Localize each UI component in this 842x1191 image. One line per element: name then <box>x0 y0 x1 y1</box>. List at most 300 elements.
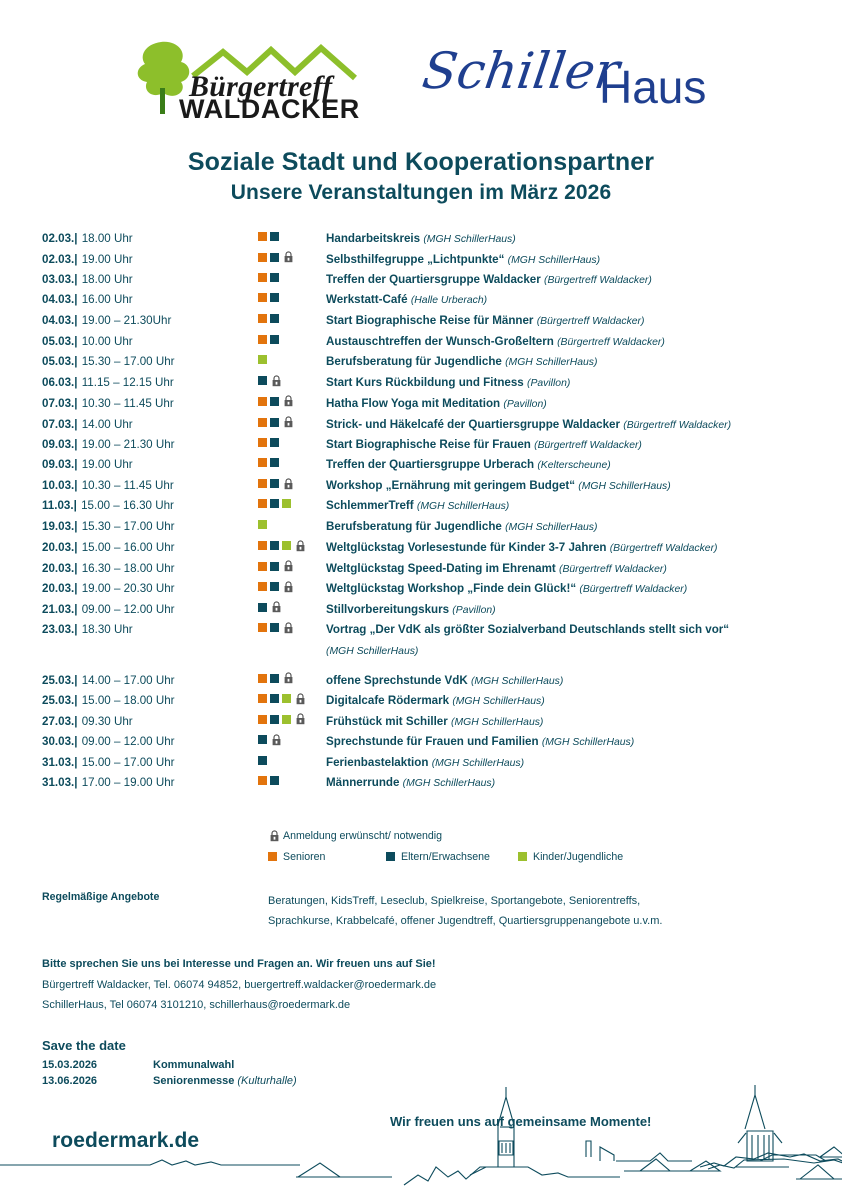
event-time: 19.00 – 21.30 Uhr <box>81 437 175 451</box>
event-date: 04.03. <box>42 293 75 307</box>
event-time: 18.00 Uhr <box>81 272 133 286</box>
page-title: Soziale Stadt und Kooperationspartner <box>187 148 655 176</box>
marker-kinder-jugendliche <box>258 520 267 529</box>
event-venue: (Pavillon) <box>452 604 496 616</box>
event-audience-markers <box>258 293 326 302</box>
marker-eltern-erwachsene <box>270 715 279 724</box>
event-date-separator: | <box>74 694 78 708</box>
save-the-date-row <box>42 1058 842 1074</box>
event-title-venue <box>326 541 812 554</box>
event-datetime <box>42 253 258 266</box>
lock-icon <box>295 540 306 552</box>
legend-lock-label: Anmeldung erwünscht/ notwendig <box>283 829 443 842</box>
marker-eltern-erwachsene <box>270 623 279 632</box>
marker-eltern-erwachsene <box>270 541 279 550</box>
event-date-separator: | <box>74 735 78 749</box>
event-date: 31.03. <box>42 776 75 790</box>
marker-senioren <box>258 694 267 703</box>
event-time: 14.00 – 17.00 Uhr <box>81 673 175 687</box>
marker-senioren <box>258 562 267 571</box>
event-venue: (Bürgertreff Waldacker) <box>623 419 732 431</box>
save-the-date-name: Kommunalwahl <box>153 1059 235 1072</box>
event-date-separator: | <box>74 355 78 369</box>
event-date-separator: | <box>74 755 78 769</box>
event-audience-markers <box>258 232 326 241</box>
event-venue: (MGH SchillerHaus) <box>416 501 510 513</box>
event-venue: (Pavillon) <box>503 398 547 410</box>
event-title: Sprechstunde für Frauen und Familien <box>326 735 539 749</box>
event-row <box>42 252 812 273</box>
event-date-separator: | <box>74 396 78 410</box>
event-time: 19.00 Uhr <box>81 252 133 266</box>
legend-swatch <box>386 852 395 861</box>
legend <box>0 830 842 863</box>
save-the-date-title: Save the date <box>42 1038 126 1054</box>
event-datetime <box>42 273 258 286</box>
legend-lock-note <box>268 830 842 842</box>
marker-kinder-jugendliche <box>282 694 291 703</box>
event-date: 19.03. <box>42 520 75 533</box>
event-title: Selbsthilfegruppe „Lichtpunkte“ <box>326 252 505 266</box>
marker-eltern-erwachsene <box>270 438 279 447</box>
event-title-venue <box>326 776 812 789</box>
event-datetime <box>42 335 258 348</box>
event-datetime <box>42 776 258 789</box>
event-date: 03.03. <box>42 272 75 286</box>
event-datetime <box>42 293 258 306</box>
marker-kinder-jugendliche <box>282 541 291 550</box>
marker-eltern-erwachsene <box>270 458 279 467</box>
event-title: Weltglückstag Workshop „Finde dein Glück!“ <box>326 582 577 596</box>
event-title: Treffen der Quartiersgruppe Waldacker <box>326 272 541 286</box>
marker-eltern-erwachsene <box>270 499 279 508</box>
event-row <box>42 273 812 294</box>
event-time: 15.00 – 16.00 Uhr <box>81 541 175 555</box>
marker-senioren <box>258 715 267 724</box>
event-row <box>42 232 812 253</box>
legend-swatch <box>518 852 527 861</box>
marker-kinder-jugendliche <box>282 499 291 508</box>
event-date-separator: | <box>74 272 78 286</box>
marker-eltern-erwachsene <box>258 735 267 744</box>
event-venue: (Bürgertreff Waldacker) <box>544 274 652 286</box>
event-datetime <box>42 355 258 368</box>
event-date-separator: | <box>74 376 78 390</box>
event-title-venue <box>326 397 812 410</box>
event-venue: (Pavillon) <box>527 378 571 390</box>
event-datetime <box>42 458 258 471</box>
event-date-separator: | <box>74 673 78 687</box>
marker-eltern-erwachsene <box>270 335 279 344</box>
event-title: Stillvorbereitungskurs <box>326 602 450 616</box>
event-row <box>42 396 812 417</box>
legend-keys <box>268 851 842 863</box>
event-title-venue <box>326 253 812 266</box>
marker-senioren <box>258 479 267 488</box>
event-title-venue <box>326 756 812 769</box>
lock-icon <box>283 251 294 263</box>
marker-senioren <box>258 776 267 785</box>
marker-senioren <box>258 674 267 683</box>
legend-label: Eltern/Erwachsene <box>401 850 490 863</box>
event-datetime <box>42 541 258 554</box>
event-venue: (Bürgertreff Waldacker) <box>536 316 645 328</box>
event-title-venue <box>326 562 812 575</box>
event-date-separator: | <box>74 776 78 790</box>
page-subtitle: Unsere Veranstaltungen im März 2026 <box>230 180 612 204</box>
event-date-separator: | <box>74 623 78 637</box>
legend-key <box>386 851 518 863</box>
event-title-venue <box>326 314 812 327</box>
footer <box>0 1081 842 1191</box>
event-date-separator: | <box>73 499 77 513</box>
event-title-venue <box>326 479 812 492</box>
event-time: 14.00 Uhr <box>81 417 133 431</box>
lock-icon <box>283 478 294 490</box>
lock-icon <box>283 416 294 428</box>
event-date: 05.03. <box>42 355 75 369</box>
event-title-venue <box>326 438 812 451</box>
event-datetime <box>42 314 258 327</box>
legend-label: Kinder/Jugendliche <box>533 850 624 863</box>
event-date-separator: | <box>74 231 78 245</box>
lock-icon <box>283 560 294 572</box>
event-row <box>42 756 812 777</box>
event-audience-markers <box>258 273 326 282</box>
event-venue: (Bürgertreff Waldacker) <box>579 584 688 596</box>
save-the-date-venue: (Kulturhalle) <box>237 1075 297 1088</box>
event-datetime <box>42 715 258 728</box>
event-venue: (MGH SchillerHaus) <box>505 522 598 533</box>
event-time: 09.00 – 12.00 Uhr <box>81 735 175 749</box>
event-title: Workshop „Ernährung mit geringem Budget“ <box>326 479 576 493</box>
event-title-venue <box>326 458 812 471</box>
event-row <box>42 602 812 623</box>
marker-senioren <box>258 314 267 323</box>
lock-icon <box>283 581 294 593</box>
marker-eltern-erwachsene <box>270 479 279 488</box>
event-date: 09.03. <box>42 458 75 472</box>
marker-eltern-erwachsene <box>258 376 267 385</box>
header-logos <box>0 0 842 124</box>
event-title-venue <box>326 232 812 245</box>
event-datetime <box>42 520 258 533</box>
marker-eltern-erwachsene <box>270 694 279 703</box>
event-title: Werkstatt-Café <box>326 293 408 307</box>
marker-eltern-erwachsene <box>270 273 279 282</box>
lock-icon <box>295 693 306 705</box>
lock-icon <box>271 375 282 387</box>
event-title-venue <box>326 674 812 687</box>
regular-offers-body <box>268 891 662 932</box>
event-venue: (MGH SchillerHaus) <box>470 675 564 687</box>
event-time: 15.00 – 18.00 Uhr <box>81 694 175 708</box>
event-title: Strick- und Häkelcafé der Quartiersgruppe Waldacker <box>326 417 621 431</box>
event-title-venue <box>326 355 812 368</box>
event-time: 17.00 – 19.00 Uhr <box>81 776 175 790</box>
event-time: 19.00 – 21.30Uhr <box>81 314 172 328</box>
event-date-separator: | <box>74 582 78 596</box>
event-title: Austauschtreffen der Wunsch-Großeltern <box>326 334 554 348</box>
event-audience-markers <box>258 251 326 263</box>
marker-eltern-erwachsene <box>270 232 279 241</box>
event-title: Frühstück mit Schiller <box>326 714 448 728</box>
event-venue: (Bürgertreff Waldacker) <box>609 543 718 555</box>
event-title: Treffen der Quartiersgruppe Urberach <box>326 458 535 472</box>
event-row <box>42 541 812 562</box>
marker-senioren <box>258 499 267 508</box>
event-date: 09.03. <box>42 437 75 451</box>
event-audience-markers <box>258 601 326 613</box>
event-datetime <box>42 438 258 451</box>
event-row <box>42 438 812 459</box>
schillerhaus-logo <box>418 34 711 120</box>
event-title-venue <box>326 735 812 748</box>
event-datetime <box>42 376 258 389</box>
legend-swatch <box>268 852 277 861</box>
lock-icon <box>271 734 282 746</box>
footer-website-url[interactable]: roedermark.de <box>52 1129 205 1153</box>
event-date: 31.03. <box>42 755 75 769</box>
event-title: Männerrunde <box>326 776 400 790</box>
event-row <box>42 417 812 438</box>
event-date: 10.03. <box>42 479 75 493</box>
event-time: 10.30 – 11.45 Uhr <box>81 479 174 493</box>
event-date-separator: | <box>74 602 78 616</box>
event-time: 15.00 – 17.00 Uhr <box>81 755 175 769</box>
event-row <box>42 520 812 541</box>
event-date: 20.03. <box>42 582 75 596</box>
marker-senioren <box>258 273 267 282</box>
event-date: 07.03. <box>42 417 75 431</box>
event-audience-markers <box>258 581 326 593</box>
event-row <box>42 561 812 582</box>
marker-eltern-erwachsene <box>270 314 279 323</box>
event-date-separator: | <box>74 714 78 728</box>
event-datetime <box>42 232 258 245</box>
event-time: 11.15 – 12.15 Uhr <box>81 376 174 390</box>
event-venue: (MGH SchillerHaus) <box>578 481 671 493</box>
event-date: 25.03. <box>42 694 75 708</box>
event-venue: (Halle Urberach) <box>410 295 488 307</box>
event-time: 18.00 Uhr <box>81 231 133 245</box>
event-date-separator: | <box>74 561 78 575</box>
event-title-venue <box>326 273 812 286</box>
event-audience-markers <box>258 438 326 447</box>
regular-offers-line2: Sprachkurse, Krabbelcafé, offener Jugendtreff, Quartiersgruppenangebote u.v.m. <box>268 915 663 928</box>
event-date: 02.03. <box>42 231 75 245</box>
event-venue: (Bürgertreff Waldacker) <box>557 336 665 348</box>
marker-eltern-erwachsene <box>270 562 279 571</box>
event-title: Handarbeitskreis <box>326 231 421 245</box>
event-datetime <box>42 582 258 595</box>
regular-offers-section <box>0 891 842 932</box>
event-audience-markers <box>258 560 326 572</box>
event-datetime <box>42 479 258 492</box>
event-title-venue <box>326 603 812 616</box>
marker-senioren <box>258 293 267 302</box>
event-datetime <box>42 674 258 687</box>
event-audience-markers <box>258 395 326 407</box>
event-venue: (MGH SchillerHaus) <box>507 254 601 266</box>
event-date: 06.03. <box>42 376 75 390</box>
event-venue-continuation <box>326 644 812 665</box>
event-venue: (MGH SchillerHaus) <box>326 645 419 657</box>
event-venue: (MGH SchillerHaus) <box>423 233 516 245</box>
event-time: 10.30 – 11.45 Uhr <box>81 396 174 410</box>
marker-senioren <box>258 458 267 467</box>
event-title: Berufsberatung für Jugendliche <box>326 355 502 369</box>
event-datetime <box>42 397 258 410</box>
event-audience-markers <box>258 499 326 508</box>
marker-eltern-erwachsene <box>258 603 267 612</box>
logo-text-waldacker: WALDACKER <box>179 94 360 124</box>
event-row <box>42 293 812 314</box>
event-date: 11.03. <box>42 499 74 513</box>
save-the-date-name: Seniorenmesse (Kulturhalle) <box>153 1075 297 1088</box>
event-date-separator: | <box>74 479 78 493</box>
marker-senioren <box>258 541 267 550</box>
event-row <box>42 314 812 335</box>
event-title: Weltglückstag Vorlesestunde für Kinder 3-7 Jahren <box>326 541 607 555</box>
lock-icon <box>283 622 294 634</box>
event-row <box>42 714 812 735</box>
event-row <box>42 355 812 376</box>
event-date-separator: | <box>74 417 78 431</box>
legend-key <box>518 851 623 863</box>
event-audience-markers <box>258 756 326 765</box>
event-time: 16.00 Uhr <box>81 293 133 307</box>
event-date-separator: | <box>74 458 78 472</box>
event-title-venue <box>326 715 812 728</box>
event-date: 30.03. <box>42 735 75 749</box>
event-datetime <box>42 499 258 512</box>
event-title: Hatha Flow Yoga mit Meditation <box>326 396 501 410</box>
event-date-separator: | <box>74 314 78 328</box>
event-row <box>42 623 812 644</box>
event-title: SchlemmerTreff <box>326 499 414 513</box>
contact-section <box>0 954 842 1015</box>
event-venue: (Bürgertreff Waldacker) <box>559 563 667 575</box>
marker-eltern-erwachsene <box>258 756 267 765</box>
event-datetime <box>42 562 258 575</box>
event-date: 04.03. <box>42 314 75 328</box>
event-title-venue <box>326 499 812 512</box>
event-date-separator: | <box>74 334 78 348</box>
event-audience-markers <box>258 314 326 323</box>
logo-text-buergertreff: Bürgertreff <box>189 70 333 103</box>
marker-senioren <box>258 232 267 241</box>
marker-eltern-erwachsene <box>270 674 279 683</box>
event-title: offene Sprechstunde VdK <box>326 673 468 687</box>
footer-claim: Wir freuen uns auf gemeinsame Momente! <box>390 1114 652 1129</box>
event-audience-markers <box>258 622 326 634</box>
lock-icon <box>269 830 280 842</box>
event-time: 15.30 – 17.00 Uhr <box>81 520 175 533</box>
page-title-block <box>0 148 842 205</box>
event-audience-markers <box>258 672 326 684</box>
lock-icon <box>295 713 306 725</box>
event-date-separator: | <box>74 437 78 451</box>
event-title-venue <box>326 335 812 348</box>
lock-icon <box>283 395 294 407</box>
event-audience-markers <box>258 478 326 490</box>
event-title: Digitalcafe Rödermark <box>326 694 450 708</box>
event-date: 20.03. <box>42 541 75 555</box>
marker-senioren <box>258 582 267 591</box>
event-audience-markers <box>258 776 326 785</box>
save-the-date-date: 13.06.2026 <box>42 1075 98 1088</box>
event-row <box>42 776 812 797</box>
event-time: 19.00 Uhr <box>81 458 133 472</box>
event-title: Ferienbastelaktion <box>326 755 429 769</box>
marker-senioren <box>258 335 267 344</box>
event-date: 27.03. <box>42 714 75 728</box>
event-venue: (MGH SchillerHaus) <box>402 778 496 790</box>
event-row <box>42 335 812 356</box>
event-audience-markers <box>258 335 326 344</box>
buergertreff-waldacker-logo <box>131 34 363 124</box>
event-row <box>42 582 812 603</box>
event-row <box>42 458 812 479</box>
marker-kinder-jugendliche <box>258 355 267 364</box>
event-venue: (MGH SchillerHaus) <box>431 757 525 769</box>
event-time: 09.30 Uhr <box>81 714 133 728</box>
event-audience-markers <box>258 355 326 364</box>
marker-eltern-erwachsene <box>270 776 279 785</box>
marker-eltern-erwachsene <box>270 582 279 591</box>
event-audience-markers <box>258 734 326 746</box>
event-date-separator: | <box>74 541 78 555</box>
lock-icon <box>271 601 282 613</box>
event-date: 23.03. <box>42 623 75 637</box>
marker-eltern-erwachsene <box>270 253 279 262</box>
save-the-date-date: 15.03.2026 <box>42 1059 98 1072</box>
event-title-venue <box>326 582 812 595</box>
event-datetime <box>42 694 258 707</box>
event-audience-markers <box>258 458 326 467</box>
event-date-separator: | <box>74 520 78 533</box>
event-time: 10.00 Uhr <box>81 334 133 348</box>
event-time: 18.30 Uhr <box>81 623 133 637</box>
event-time: 15.30 – 17.00 Uhr <box>81 355 175 369</box>
event-venue: (MGH SchillerHaus) <box>505 357 598 369</box>
event-audience-markers <box>258 375 326 387</box>
marker-senioren <box>258 253 267 262</box>
event-date-separator: | <box>74 293 78 307</box>
event-audience-markers <box>258 713 326 725</box>
event-row <box>42 673 812 694</box>
marker-eltern-erwachsene <box>270 293 279 302</box>
event-datetime <box>42 735 258 748</box>
event-venue: (Kelterscheune) <box>537 460 611 472</box>
marker-senioren <box>258 397 267 406</box>
event-group-spacer <box>42 664 812 673</box>
event-title-venue <box>326 418 812 431</box>
event-time: 19.00 – 20.30 Uhr <box>81 582 175 596</box>
event-venue: (MGH SchillerHaus) <box>451 716 544 728</box>
event-time: 16.30 – 18.00 Uhr <box>81 561 175 575</box>
event-row <box>42 499 812 520</box>
event-audience-markers <box>258 693 326 705</box>
legend-label: Senioren <box>283 850 326 863</box>
marker-eltern-erwachsene <box>270 397 279 406</box>
event-time: 15.00 – 16.30 Uhr <box>81 499 174 513</box>
event-date: 25.03. <box>42 673 75 687</box>
contact-lead: Bitte sprechen Sie uns bei Interesse und Fragen an. Wir freuen uns auf Sie! <box>42 958 436 971</box>
event-title: Vortrag „Der VdK als größter Sozialverband Deutschlands stellt sich vor“ <box>326 623 730 637</box>
events-list <box>0 232 842 797</box>
